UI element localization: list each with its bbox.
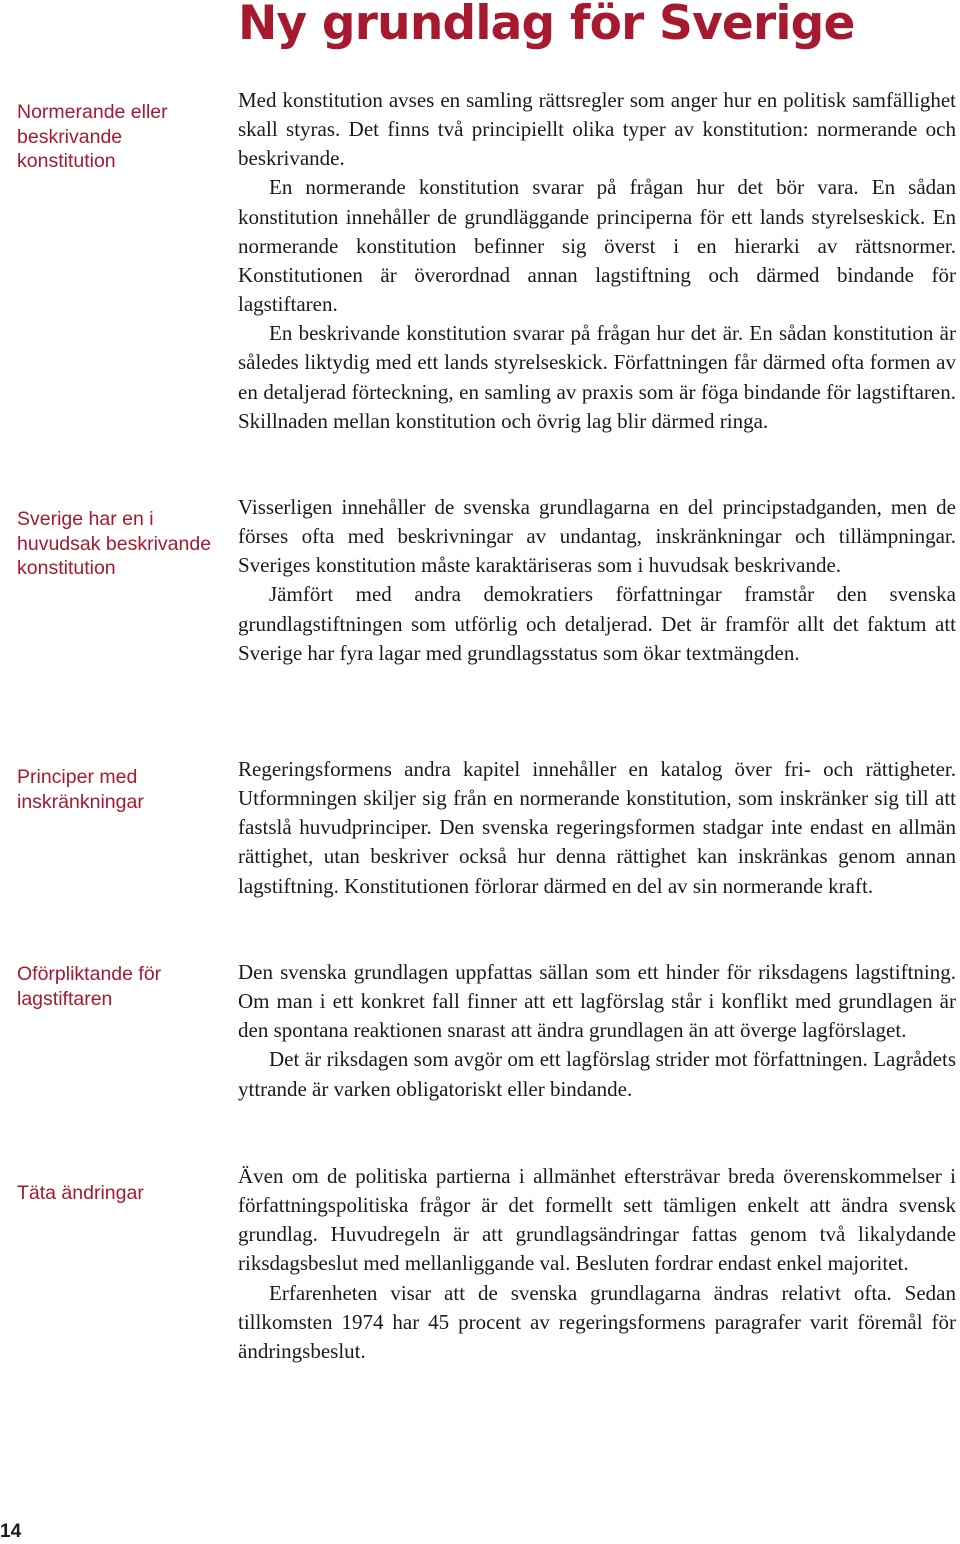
section-beskrivande — [238, 493, 956, 668]
paragraph: Den svenska grundlagen uppfattas sällan som ett hinder för riksdagens lagstiftning. Om man i ett konkret fall finner att ett lagförslag står i konflikt med grundlagen är den spontana reaktionen snarast att ändra grundlagen än att överge lagförslaget. — [238, 960, 956, 1043]
paragraph: Det är riksdagen som avgör om ett lagförslag strider mot författningen. Lagrådets yttrande är varken obligatoriskt eller bindande. — [238, 1047, 956, 1101]
section-normerande — [238, 86, 956, 436]
side-heading-beskrivande: Sverige har en i huvudsak beskrivande konstitution — [17, 508, 212, 580]
paragraph: En normerande konstitution svarar på frågan hur det bör vara. En sådan konstitution innehåller de grundläggande principerna för ett lands styrelseskick. En normerande konstitution befinner sig överst i en hierarki av rättsnormer. Konstitutionen är överordnad annan lagstiftning och därmed bindande för lagstiftaren. — [238, 175, 956, 317]
paragraph: En beskrivande konstitution svarar på frågan hur det är. En sådan konstitution är således liktydig med ett lands styrelseskick. Författningen får därmed ofta formen av en detaljerad förteckning, en samling av praxis som är föga bindande för lagstiftaren. Skillnaden mellan konstitution och övrig lag blir därmed ringa. — [238, 321, 956, 433]
side-heading-normerande: Normerande eller beskrivande konstitution — [17, 101, 168, 173]
paragraph: Regeringsformens andra kapitel innehåller en katalog över fri- och rättigheter. Utformningen skiljer sig från en normerande konstitution, som inskränker sig till att fastslå huvudprinciper. Den svenska regeringsformen stadgar inte endast en allmän rättighet, utan beskriver också hur denna rättighet kan inskränkas genom annan lagstiftning. Konstitutionen förlorar därmed en del av sin normerande kraft. — [238, 757, 956, 898]
section-tata-andringar — [238, 1162, 956, 1366]
side-heading-principer: Principer med inskränkningar — [17, 766, 144, 813]
page-title: Ny grundlag för Sverige — [238, 0, 855, 51]
section-principer — [238, 755, 956, 901]
side-heading-oforpliktande: Oförpliktande för lagstiftaren — [17, 963, 162, 1010]
paragraph: Visserligen innehåller de svenska grundlagarna en del principstadganden, men de förses ofta med beskrivningar av undantag, inskränkningar och tillämpningar. Sveriges konstitution måste karaktäriseras som i huvudsak beskrivande. — [238, 495, 956, 578]
side-heading-tata-andringar: Täta ändringar — [17, 1182, 144, 1204]
paragraph: Erfarenheten visar att de svenska grundlagarna ändras relativt ofta. Sedan tillkomsten 1974 har 45 procent av regeringsformens paragrafer varit föremål för ändringsbeslut. — [238, 1280, 956, 1363]
paragraph: Med konstitution avses en samling rättsregler som anger hur en politisk samfällighet skall styras. Det finns två principiellt olika typer av konstitution: normerande och beskrivande. — [238, 88, 956, 171]
section-oforpliktande — [238, 958, 956, 1104]
paragraph: Även om de politiska partierna i allmänhet eftersträvar breda överenskommelser i författningspolitiska frågor är det formellt sett tämligen enkelt att ändra svensk grundlag. Huvudregeln är att grundlagsändringar fattas genom två likalydande riksdagsbeslut med mellanliggande val. Besluten fordrar endast enkel majoritet. — [238, 1164, 956, 1276]
paragraph: Jämfört med andra demokratiers författningar framstår den svenska grundlagstiftningen som utförlig och detaljerad. Det är framför allt det faktum att Sverige har fyra lagar med grundlagsstatus som ökar textmängden. — [238, 582, 956, 665]
page-number: 14 — [0, 1521, 22, 1542]
